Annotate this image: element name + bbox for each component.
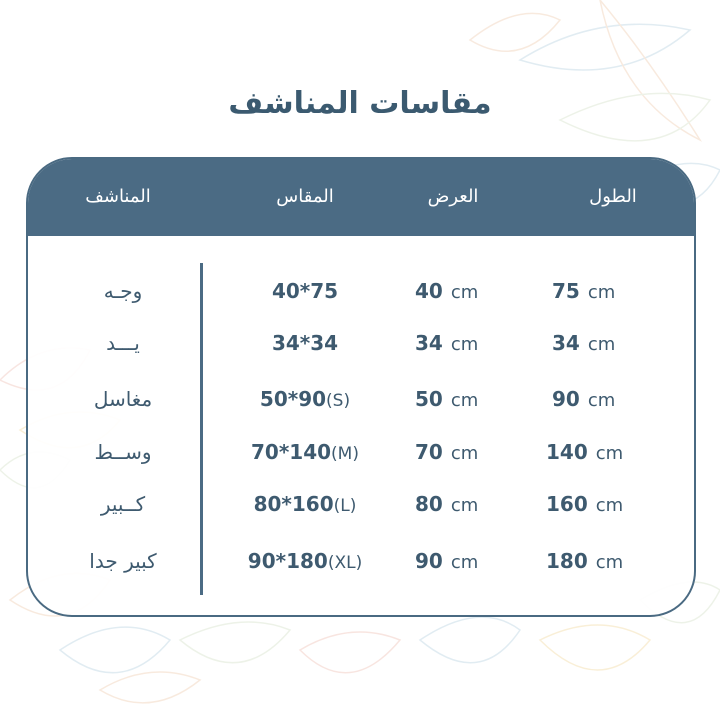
length-cell: 90 cm [552, 387, 616, 411]
table-header [28, 159, 694, 236]
width-cell: 70 cm [415, 440, 479, 464]
width-cell: 50 cm [415, 387, 479, 411]
table-row [28, 331, 694, 371]
length-cell: 160 cm [546, 492, 624, 516]
table-row [28, 492, 694, 532]
length-cell: 34 cm [552, 331, 616, 355]
width-cell: 34 cm [415, 331, 479, 355]
towel-name: وســط [94, 440, 152, 464]
size-cell: 80*160(L) [253, 492, 357, 516]
towel-name: كــبير [100, 492, 146, 516]
width-cell: 40 cm [415, 279, 479, 303]
towel-name: كبير جدا [89, 549, 157, 573]
header-width: العرض [427, 186, 479, 207]
size-cell: 90*180(XL) [247, 549, 363, 573]
towel-name: وجـه [103, 279, 143, 303]
size-table [26, 157, 696, 617]
header-size: المقاس [276, 186, 334, 207]
length-cell: 75 cm [552, 279, 616, 303]
header-length: الطول [589, 186, 637, 207]
towel-name: مغاسل [93, 387, 153, 411]
table-row [28, 387, 694, 427]
table-row [28, 549, 694, 589]
size-cell: 34*34 [271, 331, 339, 355]
header-towels: المناشف [85, 186, 151, 207]
width-cell: 80 cm [415, 492, 479, 516]
width-cell: 90 cm [415, 549, 479, 573]
table-row [28, 279, 694, 319]
size-cell: 70*140(M) [251, 440, 359, 464]
length-cell: 140 cm [546, 440, 624, 464]
table-row [28, 440, 694, 480]
size-cell: 40*75 [271, 279, 339, 303]
page-title: مقاسات المناشف [228, 86, 492, 121]
towel-name: يـــد [106, 331, 140, 355]
size-cell: 50*90(S) [259, 387, 351, 411]
length-cell: 180 cm [546, 549, 624, 573]
